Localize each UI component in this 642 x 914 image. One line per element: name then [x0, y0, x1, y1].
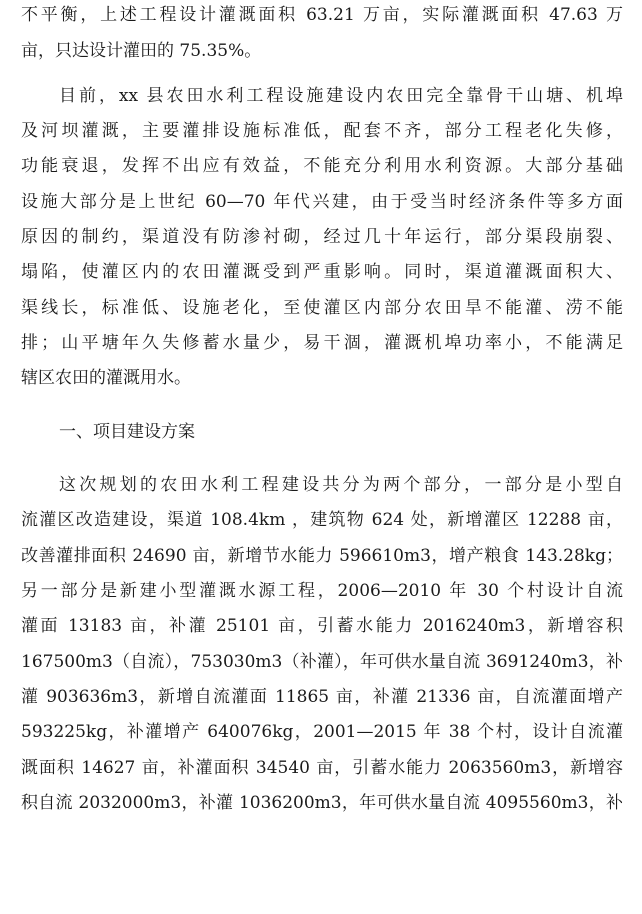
text-line-11: 辖区农田的灌溉用水。 [21, 368, 191, 388]
text-line-22: 积自流 2032000m3，补灌 1036200m3，年可供水量自流 4095560m3，补 [21, 793, 623, 813]
text-line-4: 及河坝灌溉，主要灌排设施标准低，配套不齐，部分工程老化失修， [21, 121, 623, 141]
text-line-8: 塌陷，使灌区内的农田灌溉受到严重影响。同时，渠道灌溉面积大、 [21, 262, 623, 282]
text-line-1: 不平衡，上述工程设计灌溉面积 63.21 万亩，实际灌溉面积 47.63 万 [21, 5, 623, 25]
text-line-19: 灌 903636m3，新增自流灌面 11865 亩，补灌 21336 亩，自流灌面增产 [21, 687, 623, 707]
text-line-2: 亩，只达设计灌田的 75.35%。 [21, 41, 262, 61]
text-line-9: 渠线长，标准低、设施老化，至使灌区内部分农田旱不能灌、涝不能 [21, 298, 623, 318]
text-line-15: 改善灌排面积 24690 亩，新增节水能力 596610m3，增产粮食 143.28kg； [21, 546, 623, 566]
text-line-7: 原因的制约，渠道没有防渗衬砌，经过几十年运行，部分渠段崩裂、 [21, 227, 623, 247]
text-line-13: 这次规划的农田水利工程建设共分为两个部分，一部分是小型自 [59, 475, 623, 495]
text-line-18: 167500m3（自流），753030m3（补灌），年可供水量自流 3691240m3，补 [21, 652, 623, 672]
text-line-5: 功能衰退，发挥不出应有效益，不能充分利用水利资源。大部分基础 [21, 156, 623, 176]
section-heading: 一、项目建设方案 [59, 422, 195, 442]
text-line-3: 目前，xx 县农田水利工程设施建设内农田完全靠骨干山塘、机埠 [59, 86, 623, 106]
text-line-10: 排；山平塘年久失修蓄水量少，易干涸，灌溉机埠功率小，不能满足 [21, 333, 623, 353]
text-line-14: 流灌区改造建设，渠道 108.4km ，建筑物 624 处，新增灌区 12288 亩， [21, 510, 623, 530]
text-line-21: 溉面积 14627 亩，补灌面积 34540 亩，引蓄水能力 2063560m3，新增容 [21, 758, 623, 778]
text-line-17: 灌面 13183 亩，补灌 25101 亩，引蓄水能力 2016240m3，新增容积 [21, 616, 623, 636]
text-line-20: 593225kg，补灌增产 640076kg，2001—2015 年 38 个村，设计自流灌 [21, 722, 623, 742]
text-line-6: 设施大部分是上世纪 60—70 年代兴建，由于受当时经济条件等多方面 [21, 192, 623, 212]
text-line-16: 另一部分是新建小型灌溉水源工程，2006—2010 年 30 个村设计自流 [21, 581, 623, 601]
